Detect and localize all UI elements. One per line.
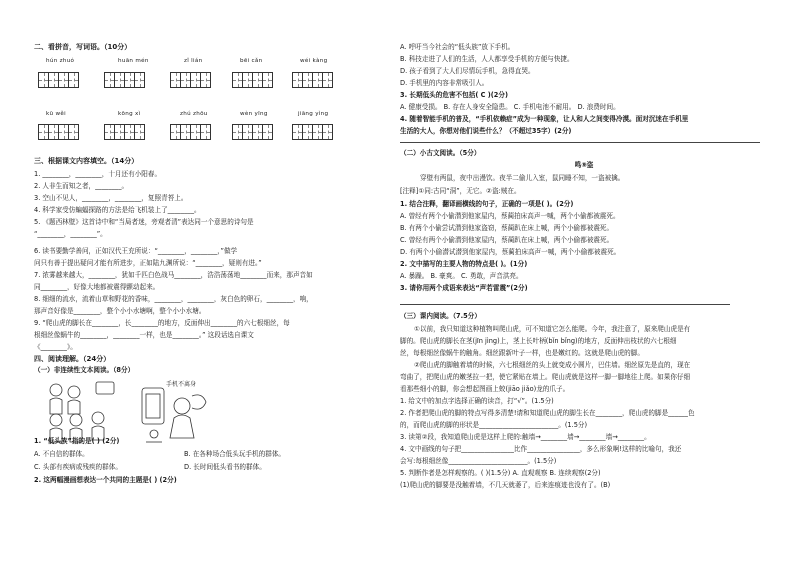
sq-1-a[interactable]: A. 曾经有两个小偷潜到他家屋内，蔡蔺拍床高声一喊，两个小偷都被震死。: [400, 212, 620, 220]
sq-1-c[interactable]: C. 曾经有两个小偷潜到他家屋内，蔡蔺趴在床上喊，两个小偷都被震死。: [400, 236, 614, 244]
question-6-line-2: 问只有善于提出疑问才能有所进步，正如陆九渊所说：“________，疑则有进。”: [34, 259, 262, 267]
pinyin-6: kū wěi: [46, 111, 66, 117]
question-3-options[interactable]: A. 健康受损。 B. 存在人身安全隐患。 C. 手机电池不耐用。 D. 浪费时间。: [400, 103, 620, 111]
passage-line-5: 弯曲了，把爬山虎的嫩茎拉一把，使它紧贴在墙上。爬山虎就是这样一脚一脚地往上爬。如果你仔细: [400, 373, 691, 381]
section-3-title: 三、根据课文内容填空。（14分）: [34, 157, 139, 165]
passage-line-3: 丝，每根细丝像蜗牛的触角。细丝跟新叶子一样，也是嫩红的。这就是爬山虎的脚。: [400, 349, 644, 357]
answer-line[interactable]: [400, 142, 760, 143]
option-b[interactable]: B. 科技走进了人们的生活，人人都享受手机的方便与快捷。: [400, 55, 574, 63]
comic-illustration: [42, 378, 218, 444]
pinyin-4: bēi cǎn: [240, 58, 263, 64]
question-8-line-2: 那声音好像是________，整个小小水塘啊，整个小小水塘。: [34, 307, 206, 315]
pinyin-1: hún zhuó: [46, 58, 75, 64]
subsection-1-title: （一）非连续性文本阅读。（8分）: [34, 366, 135, 374]
question-9-line-3: 《________》。: [34, 343, 77, 351]
writing-grid[interactable]: [170, 124, 211, 140]
option-a[interactable]: A. 呼吁当今社会的“低头族”放下手机。: [400, 43, 515, 51]
mc-question-2: 2. 这两幅漫画想表达一个共同的主题是( ) (2分): [34, 476, 177, 484]
task-2-line-1: 2. 作者把爬山虎的脚的特点写得多清楚!请和知道爬山虎的脚生长在________，爬山虎的脚是______色: [400, 409, 695, 417]
mc-question-1-b[interactable]: B. 在各种场合低头玩手机的群体。: [184, 450, 286, 458]
writing-grid[interactable]: [104, 72, 145, 88]
writing-grid[interactable]: [170, 72, 211, 88]
question-3: 3. 空山不见人，________，________，复照青苔上。: [34, 194, 188, 202]
option-d[interactable]: D. 手机里的内容非常吸引人。: [400, 79, 489, 87]
writing-grid[interactable]: [104, 124, 145, 140]
section-2-title: 二、看拼音，写词语。（10分）: [34, 43, 132, 51]
option-c[interactable]: D. 孩子看到了大人们尽情玩手机，急得直哭。: [400, 67, 535, 75]
task-2-line-2: 的，而爬山虎的脚的形状是________________________。(1.5分): [400, 421, 588, 429]
task-3: 3. 读第②段，我知道爬山虎是这样上爬的:触墙→________墙→________墙→________。: [400, 433, 651, 441]
writing-grid[interactable]: [232, 72, 273, 88]
writing-grid[interactable]: [292, 72, 333, 88]
poem-notes: [注释]①同:古同“洞”，无它。②盗:贼在。: [400, 187, 521, 195]
passage-line-1: ①以前，我只知道这种植物叫爬山虎，可不知道它怎么能爬。今年，我注意了，原来爬山虎是有: [414, 325, 691, 333]
question-4-line-1: 4. 随着智能手机的普及，“手机依赖症”成为一种现象，让人和人之间变得冷漠。面对沉迷在手机里: [400, 115, 689, 123]
question-5-line-1: 5. 《题西林壁》这首诗中和“当局者迷，旁观者清”表达同一个意思的诗句是: [34, 218, 254, 226]
pinyin-9: wèn yīng: [240, 111, 268, 117]
question-6-line-1: 6. 读书要勤学善问，正如汉代王充所说：“________，________，”做学: [34, 247, 238, 255]
passage-line-2: 脚的。爬山虎的脚长在茎(jīn jìng)上，茎上长叶柄(bǐn bǐng)的地方，反面伸出枝状的六七根细: [400, 337, 677, 345]
task-1: 1. 给文中的加点字选择正确的读音，打“√”。(1.5分): [400, 397, 554, 405]
task-5: 5. 判断作者是怎样观察的。( )(1.5分) A. 直观观察 B. 连续观察(2分): [400, 469, 601, 477]
writing-grid[interactable]: [292, 124, 333, 140]
question-2: 2. 人非生而知之者，________。: [34, 182, 129, 190]
subsection-3-title: （三）课内阅读。（7.5分）: [400, 312, 481, 320]
question-9-line-1: 9. “爬山虎的脚长在________，长________的地方，反面伸出________的六七根细丝，每: [34, 319, 290, 327]
mc-question-1-d[interactable]: D. 长时间低头看书的群体。: [184, 463, 266, 471]
question-7-line-1: 7. 浓雾越来越大，________，犹如千匹白色战马________，浩浩荡荡地________而来，那声音如: [34, 271, 313, 279]
poem-text: 穿壁有两鼠，夜中出漫饮。夜半二偷儿入室，鼠同睡不知，一盗被擒。: [420, 174, 625, 182]
question-9-line-2: 根细丝像蜗牛的________，________一样，也是________。” 这段话选自课文: [34, 331, 254, 339]
mc-question-1-c[interactable]: C. 头部有疾病或残疾的群体。: [34, 463, 122, 471]
sq-1-b[interactable]: B. 有两个小偷尝试潜到他家盗窃，蔡蔺趴在床上喊，两个小偷都被震死。: [400, 224, 614, 232]
passage-line-6: 看那些细小的脚，你会想起图画上蛟(jiāo jiǎo)龙的爪子。: [400, 385, 570, 393]
poem-title: 鸣⑨盗: [574, 161, 594, 169]
question-1: 1. ________，________，十月还有小阳春。: [34, 170, 162, 178]
task-5-item-1: (1)爬山虎的脚要是没触着墙，不几天就萎了，后来连痕迹也没有了。(B): [400, 481, 611, 489]
question-5-line-2: “________，________”。: [34, 230, 107, 238]
writing-grid[interactable]: [232, 124, 273, 140]
task-4-line-1: 4. 文中画线的句子把________________比作________________，多么形象啊!这样的比喻句，我还: [400, 445, 682, 453]
answer-line[interactable]: [400, 304, 730, 305]
section-4-title: 四、阅读理解。（24分）: [34, 355, 111, 363]
question-3: 3. 长期低头的危害不包括( C )(2分): [400, 91, 508, 99]
mc-question-1-a[interactable]: A. 不自信的群体。: [34, 450, 89, 458]
pinyin-10: jiāng yìng: [298, 111, 329, 117]
comic-caption: 手机不离身: [166, 381, 197, 388]
pinyin-3: zǐ lián: [184, 58, 203, 64]
sq-1-d[interactable]: D. 有两个小偷潜试潜到他家屋内，蔡蔺拍床高声一喊，两个小偷都被震死。: [400, 248, 621, 256]
question-8-line-1: 8. 细细的流水，流着山草和野花的香味，________，________，灰白色的卵石，________，响，: [34, 295, 313, 303]
sq-2-options[interactable]: A. 暴躁。 B. 豪爽。 C. 勇敢，声音洪亮。: [400, 272, 523, 280]
pinyin-5: wéi kàng: [300, 58, 328, 64]
passage-line-4: ②爬山虎的脚触着墙的时候，六七根细丝的头上就变成小圆片，巴住墙。细丝原先是直的，现在: [414, 361, 691, 369]
pinyin-8: zhú zhōu: [180, 111, 208, 117]
writing-grid[interactable]: [38, 124, 79, 140]
subsection-2-title: （二）小古文阅读。（5分）: [400, 149, 481, 157]
question-7-line-2: 同________，好像大地都被震得颤动起来。: [34, 283, 160, 291]
pinyin-2: huān mén: [118, 58, 149, 64]
question-4: 4. 科学家受仿蝙蝠探路的方法是给飞机装上了________。: [34, 206, 201, 214]
task-4-line-2: 会写:每根细丝像________________________。(1.5分): [400, 457, 557, 465]
mc-question-1: 1. “低头族”指的是( ) (2分): [34, 437, 120, 445]
sq-3: 3. 请你用两个成语来表达“声若雷震”(2分): [400, 284, 528, 292]
sq-2: 2. 文中描写的主要人物的特点是( )。(1分): [400, 260, 528, 268]
pinyin-7: kōng xì: [118, 111, 141, 117]
writing-grid[interactable]: [38, 72, 79, 88]
question-4-line-2: 生活的大人，你想对他们说些什么？（不超过35字）(2分): [400, 127, 572, 135]
sq-1: 1. 结合注释，翻译画横线的句子，正确的一项是( )。(2分): [400, 200, 574, 208]
